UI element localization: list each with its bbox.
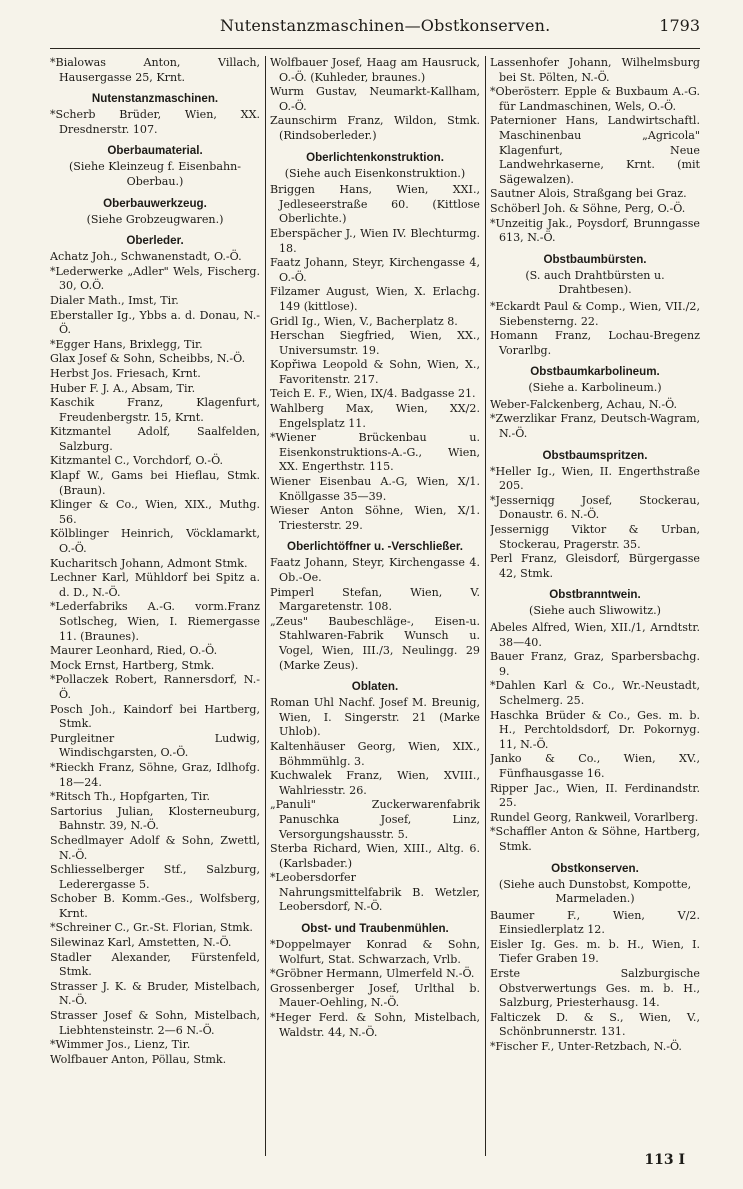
column-1 bbox=[50, 56, 260, 1156]
cross-reference-note: (Siehe auch Dunstobst, Kompotte, Marmeladen.) bbox=[498, 877, 692, 906]
directory-entry: Kitzmantel C., Vorchdorf, O.-Ö. bbox=[50, 454, 224, 468]
printer-signature: 113 I bbox=[644, 1152, 685, 1168]
directory-entry: Sautner Alois, Straßgang bei Graz. bbox=[490, 187, 687, 201]
section-heading: Obstkonserven. bbox=[551, 861, 639, 875]
directory-entry: Schliesselberger Stf., Salzburg, Lederergasse 5. bbox=[50, 863, 260, 891]
section-heading: Oberlichtöffner u. -Verschließer. bbox=[287, 540, 463, 554]
directory-entry: Kuchwalek Franz, Wien, XVIII., Wahlriesstr. 26. bbox=[270, 769, 480, 797]
directory-entry: Kaltenhäuser Georg, Wien, XIX., Böhmmühlg. 3. bbox=[270, 739, 480, 768]
section-heading: Nutenstanzmaschinen. bbox=[91, 92, 219, 106]
column-divider bbox=[485, 56, 486, 1156]
directory-entry: *Wiener Brückenbau u. Eisenkonstruktions-A.-G., Wien, XX. Engerthstr. 115. bbox=[270, 431, 480, 474]
directory-entry: Achatz Joh., Schwanenstadt, O.-Ö. bbox=[50, 250, 242, 264]
directory-entry: Kopřiwa Leopold & Sohn, Wien, X., Favoritenstr. 217. bbox=[270, 358, 480, 386]
directory-entry: *Bialowas Anton, Villach, Hausergasse 25, Krnt. bbox=[50, 56, 260, 84]
directory-entry: *Jesserniqg Josef, Stockerau, Donaustr. 6. N.-Ö. bbox=[490, 493, 700, 522]
page-number: 1793 bbox=[659, 16, 700, 35]
directory-entry: *Doppelmayer Konrad & Sohn, Wolfurt, Stat. Schwarzach, Vrlb. bbox=[270, 938, 480, 966]
directory-entry: *Oberösterr. Epple & Buxbaum A.-G. für Landmaschinen, Wels, O.-Ö. bbox=[490, 85, 700, 113]
directory-entry: Falticzek D. & S., Wien, V., Schönbrunnerstr. 131. bbox=[490, 1010, 700, 1039]
directory-entry: Strasser Josef & Sohn, Mistelbach, Liebhtensteinstr. 2—6 N.-Ö. bbox=[50, 1009, 260, 1037]
directory-entry: Ripper Jac., Wien, II. Ferdinandstr. 25. bbox=[490, 781, 700, 810]
header-rule bbox=[50, 48, 700, 49]
section-heading: Obst- und Traubenmühlen. bbox=[301, 922, 449, 936]
directory-entry: Weber-Falckenberg, Achau, N.-Ö. bbox=[490, 397, 678, 411]
cross-reference-note: (Siehe auch Eisenkonstruktion.) bbox=[284, 166, 466, 180]
section-heading: Obstbaumkarbolineum. bbox=[530, 365, 660, 379]
directory-entry: Faatz Johann, Steyr, Kirchengasse 4, O.-Ö. bbox=[270, 256, 480, 284]
directory-entry: Grossenberger Josef, Urlthal b. Mauer-Oehling, N.-Ö. bbox=[270, 981, 480, 1010]
directory-entry: Dialer Math., Imst, Tir. bbox=[50, 293, 179, 307]
directory-entry: Zaunschirm Franz, Wildon, Stmk. (Rindsoberleder.) bbox=[270, 114, 480, 142]
directory-entry: Kucharitsch Johann, Admont Stmk. bbox=[50, 556, 248, 570]
directory-entry: „Panuli" Zuckerwarenfabrik Panuschka Josef, Linz, Versorgungshausstr. 5. bbox=[270, 798, 480, 841]
cross-reference-note: (Siehe Grobzeugwaren.) bbox=[86, 212, 224, 226]
directory-entry: Pimperl Stefan, Wien, V. Margaretenstr. 108. bbox=[270, 585, 480, 614]
column-3 bbox=[490, 56, 700, 1156]
directory-columns bbox=[50, 56, 700, 1156]
directory-entry: Maurer Leonhard, Ried, O.-Ö. bbox=[50, 644, 218, 658]
directory-entry: *Zwerzlikar Franz, Deutsch-Wagram, N.-Ö. bbox=[490, 412, 700, 441]
directory-entry: *Ritsch Th., Hopfgarten, Tir. bbox=[50, 790, 210, 804]
cross-reference-note: (Siehe Kleinzeug f. Eisenbahn-Oberbau.) bbox=[68, 160, 242, 188]
directory-entry: Roman Uhl Nachf. Josef M. Breunig, Wien, I. Singerstr. 21 (Marke Uhlob). bbox=[270, 696, 480, 739]
directory-entry: Perl Franz, Gleisdorf, Bürgergasse 42, Stmk. bbox=[490, 552, 700, 580]
directory-entry: Kölblinger Heinrich, Vöcklamarkt, O.-Ö. bbox=[50, 527, 260, 556]
directory-entry: Herschan Siegfried, Wien, XX., Universumstr. 19. bbox=[270, 329, 480, 357]
directory-entry: Eisler Ig. Ges. m. b. H., Wien, I. Tiefer Graben 19. bbox=[490, 937, 700, 966]
directory-entry: Lechner Karl, Mühldorf bei Spitz a. d. D., N.-Ö. bbox=[50, 571, 260, 599]
directory-entry: Erste Salzburgische Obstverwertungs Ges. m. b. H., Salzburg, Priesterhausg. 14. bbox=[490, 967, 700, 1010]
directory-entry: Teich E. F., Wien, IX/4. Badgasse 21. bbox=[270, 387, 476, 401]
section-heading: Obstbaumspritzen. bbox=[542, 448, 648, 462]
directory-entry: Huber F. J. A., Absam, Tir. bbox=[50, 381, 196, 395]
directory-entry: Posch Joh., Kaindorf bei Hartberg, Stmk. bbox=[50, 702, 260, 731]
directory-entry: Herbst Jos. Friesach, Krnt. bbox=[50, 366, 201, 380]
directory-entry: Janko & Co., Wien, XV., Fünfhausgasse 16. bbox=[490, 752, 700, 780]
directory-entry: Wiener Eisenbau A.-G, Wien, X/1. Knöllgasse 35—39. bbox=[270, 475, 480, 503]
section-heading: Oberbaumaterial. bbox=[107, 144, 203, 158]
section-heading: Oberlichtenkonstruktion. bbox=[306, 150, 444, 164]
directory-entry: Strasser J. K. & Bruder, Mistelbach, N.-Ö. bbox=[50, 979, 260, 1008]
directory-entry: *Schaffler Anton & Söhne, Hartberg, Stmk. bbox=[490, 825, 700, 853]
section-heading: Obstbranntwein. bbox=[549, 588, 641, 602]
directory-entry: Schober B. Komm.-Ges., Wolfsberg, Krnt. bbox=[50, 892, 260, 920]
directory-entry: *Schreiner C., Gr.-St. Florian, Stmk. bbox=[50, 921, 253, 935]
directory-entry: Silewinaz Karl, Amstetten, N.-Ö. bbox=[50, 936, 232, 950]
directory-entry: *Unzeitig Jak., Poysdorf, Brunngasse 613, N.-Ö. bbox=[490, 216, 700, 245]
directory-entry: „Zeus" Baubeschläge-, Eisen-u. Stahlwaren-Fabrik Wunsch u. Vogel, Wien, III./3, Neulingg. 29 (Marke Zeus). bbox=[270, 614, 480, 672]
directory-entry: *Lederwerke „Adler" Wels, Fischerg. 30, O.Ö. bbox=[50, 264, 260, 293]
directory-entry: Eberstaller Ig., Ybbs a. d. Donau, N.-Ö. bbox=[50, 308, 260, 337]
directory-entry: Gridl Ig., Wien, V., Bacherplatz 8. bbox=[270, 314, 458, 328]
directory-entry: *Wimmer Jos., Lienz, Tir. bbox=[50, 1038, 191, 1052]
directory-entry: Schedlmayer Adolf & Sohn, Zwettl, N.-Ö. bbox=[50, 833, 260, 862]
directory-entry: Haschka Brüder & Co., Ges. m. b. H., Perchtoldsdorf, Dr. Pokornyg. 11, N.-Ö. bbox=[490, 708, 700, 751]
directory-entry: Abeles Alfred, Wien, XII./1, Arndtstr. 38—40. bbox=[490, 621, 700, 649]
directory-entry: Sartorius Julian, Klosterneuburg, Bahnstr. 39, N.-Ö. bbox=[50, 804, 260, 833]
directory-entry: Wahlberg Max, Wien, XX/2. Engelsplatz 11. bbox=[270, 402, 480, 430]
directory-entry: Homann Franz, Lochau-Bregenz Vorarlbg. bbox=[490, 329, 700, 357]
page-header bbox=[40, 4, 700, 44]
directory-entry: Jessernigg Viktor & Urban, Stockerau, Pragerstr. 35. bbox=[490, 523, 700, 551]
directory-entry: Schöberl Joh. & Söhne, Perg, O.-Ö. bbox=[490, 201, 686, 215]
directory-entry: Mock Ernst, Hartberg, Stmk. bbox=[50, 658, 215, 672]
directory-entry: *Lederfabriks A.-G. vorm.Franz Sotlscheg, Wien, I. Riemergasse 11. (Braunes). bbox=[50, 600, 260, 643]
directory-entry: Klapf W., Gams bei Hieflau, Stmk. (Braun). bbox=[50, 469, 260, 497]
directory-entry: *Heller Ig., Wien, II. Engerthstraße 205. bbox=[490, 464, 700, 493]
directory-entry: Klinger & Co., Wien, XIX., Muthg. 56. bbox=[50, 498, 260, 526]
directory-entry: *Leobersdorfer Nahrungsmittelfabrik B. Wetzler, Leobersdorf, N.-Ö. bbox=[270, 871, 480, 914]
column-divider bbox=[265, 56, 266, 1156]
section-heading: Oberleder. bbox=[126, 234, 184, 248]
directory-entry: Wolfbauer Josef, Haag am Hausruck, O.-Ö. (Kuhleder, braunes.) bbox=[270, 56, 480, 84]
directory-entry: *Dahlen Karl & Co., Wr.-Neustadt, Schelmerg. 25. bbox=[490, 679, 700, 707]
directory-entry: Kaschik Franz, Klagenfurt, Freudenbergstr. 15, Krnt. bbox=[50, 396, 260, 424]
cross-reference-note: (S. auch Drahtbürsten u. Drahtbesen). bbox=[525, 268, 665, 297]
cross-reference-note: (Siehe auch Sliwowitz.) bbox=[529, 604, 661, 618]
directory-entry: *Egger Hans, Brixlegg, Tir. bbox=[50, 337, 203, 351]
directory-entry: *Fischer F., Unter-Retzbach, N.-Ö. bbox=[490, 1040, 682, 1054]
directory-entry: Lassenhofer Johann, Wilhelmsburg bei St. Pölten, N.-Ö. bbox=[490, 56, 700, 84]
section-heading: Oblaten. bbox=[351, 680, 399, 694]
directory-entry: *Pollaczek Robert, Rannersdorf, N.-Ö. bbox=[50, 673, 260, 701]
directory-entry: Briggen Hans, Wien, XXI., Jedleseerstraße 60. (Kittlose Oberlichte.) bbox=[270, 183, 480, 226]
directory-entry: *Rieckh Franz, Söhne, Graz, Idlhofg. 18—24. bbox=[50, 760, 260, 789]
directory-entry: Filzamer August, Wien, X. Erlachg. 149 (kittlose). bbox=[270, 285, 480, 313]
directory-entry: Bauer Franz, Graz, Sparbersbachg. 9. bbox=[490, 650, 700, 678]
column-2 bbox=[270, 56, 480, 1156]
directory-entry: *Eckardt Paul & Comp., Wien, VII./2, Siebensterng. 22. bbox=[490, 299, 700, 328]
running-title: Nutenstanzmaschinen—Obstkonserven. bbox=[220, 16, 551, 35]
directory-entry: *Gröbner Hermann, Ulmerfeld N.-Ö. bbox=[270, 967, 475, 981]
directory-entry: Eberspächer J., Wien IV. Blechturmg. 18. bbox=[270, 226, 480, 255]
directory-entry: Paternioner Hans, Landwirtschaftl. Maschinenbau „Agricola" Klagenfurt, Neue Landwehrkaserne, Krnt. (mit Sägewalzen). bbox=[490, 114, 700, 186]
directory-entry: Rundel Georg, Rankweil, Vorarlberg. bbox=[490, 810, 699, 824]
directory-entry: *Scherb Brüder, Wien, XX. Dresdnerstr. 107. bbox=[50, 108, 260, 136]
section-heading: Oberbauwerkzeug. bbox=[103, 196, 207, 210]
directory-entry: Stadler Alexander, Fürstenfeld, Stmk. bbox=[50, 950, 260, 979]
directory-entry: Sterba Richard, Wien, XIII., Altg. 6. (Karlsbader.) bbox=[270, 842, 480, 870]
directory-entry: Wieser Anton Söhne, Wien, X/1. Triesterstr. 29. bbox=[270, 504, 480, 532]
cross-reference-note: (Siehe a. Karbolineum.) bbox=[528, 381, 662, 395]
directory-entry: Kitzmantel Adolf, Saalfelden, Salzburg. bbox=[50, 425, 260, 453]
directory-entry: Purgleitner Ludwig, Windischgarsten, O.-Ö. bbox=[50, 731, 260, 760]
directory-entry: *Heger Ferd. & Sohn, Mistelbach, Waldstr. 44, N.-Ö. bbox=[270, 1011, 480, 1039]
section-heading: Obstbaumbürsten. bbox=[543, 252, 647, 266]
directory-entry: Baumer F., Wien, V/2. Einsiedlerplatz 12. bbox=[490, 908, 700, 937]
directory-entry: Wurm Gustav, Neumarkt-Kallham, O.-Ö. bbox=[270, 85, 480, 113]
directory-entry: Wolfbauer Anton, Pöllau, Stmk. bbox=[50, 1052, 227, 1066]
directory-entry: Faatz Johann, Steyr, Kirchengasse 4. Ob.-Oe. bbox=[270, 556, 480, 584]
directory-entry: Glax Josef & Sohn, Scheibbs, N.-Ö. bbox=[50, 352, 246, 366]
